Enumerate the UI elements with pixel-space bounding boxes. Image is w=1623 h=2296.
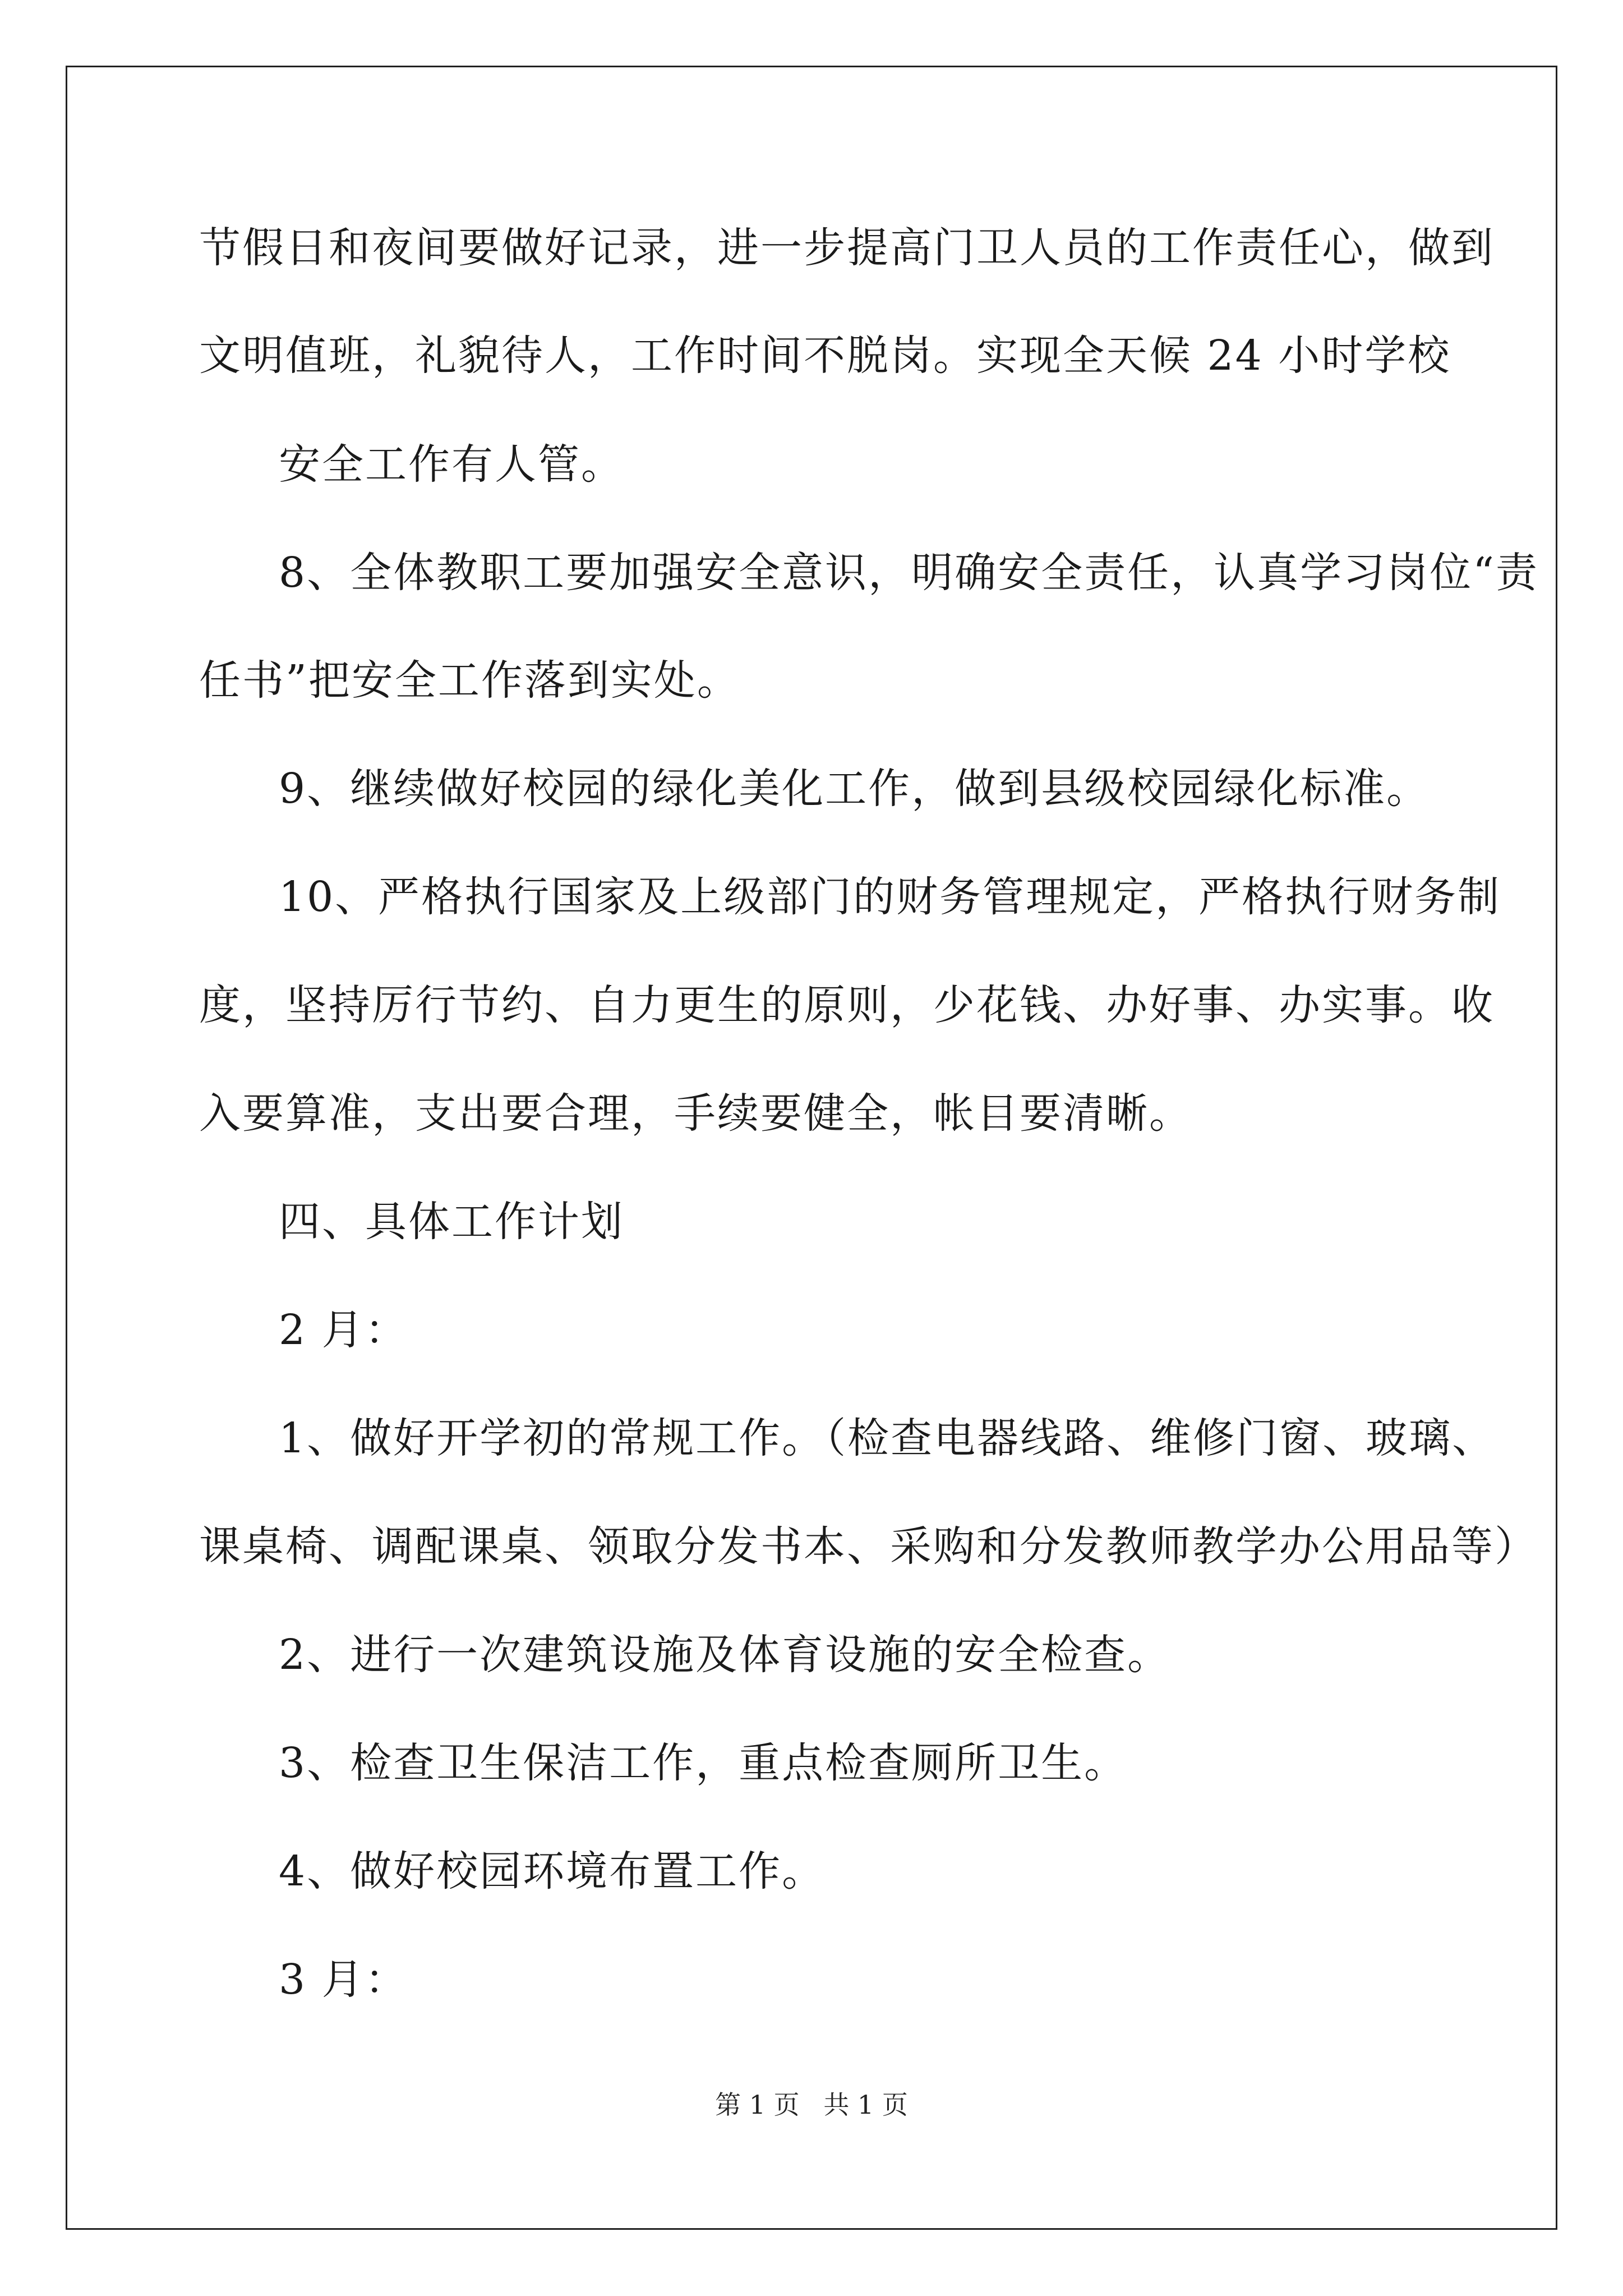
paragraph-line: 4、做好校园环境布置工作。 — [279, 1847, 826, 1895]
month-heading: 2 月： — [279, 1306, 408, 1354]
paragraph-line: 入要算准，支出要合理，手续要健全，帐目要清晰。 — [199, 1089, 1192, 1138]
paragraph-line: 2、进行一次建筑设施及体育设施的安全检查。 — [279, 1631, 1171, 1679]
paragraph-line: 1、做好开学初的常规工作。（检查电器线路、维修门窗、玻璃、 — [279, 1414, 1496, 1462]
paragraph-line: 安全工作有人管。 — [279, 440, 624, 489]
paragraph-line: 8、全体教职工要加强安全意识，明确安全责任，认真学习岗位“责 — [279, 549, 1539, 597]
paragraph-line: 节假日和夜间要做好记录，进一步提高门卫人员的工作责任心，做到 — [199, 224, 1495, 272]
page-number-total: 共 1 页 — [823, 2090, 908, 2120]
paragraph-line: 度，坚持厉行节约、自力更生的原则，少花钱、办好事、办实事。收 — [199, 981, 1495, 1029]
paragraph-line: 10、严格执行国家及上级部门的财务管理规定，严格执行财务制 — [279, 873, 1501, 921]
paragraph-line: 任书”把安全工作落到实处。 — [199, 656, 740, 705]
page-border — [66, 66, 1557, 2230]
section-heading: 四、具体工作计划 — [279, 1198, 624, 1246]
paragraph-line: 3、检查卫生保洁工作，重点检查厕所卫生。 — [279, 1739, 1128, 1787]
month-heading: 3 月： — [279, 1955, 408, 2004]
paragraph-line: 9、继续做好校园的绿化美化工作，做到县级校园绿化标准。 — [279, 765, 1430, 813]
page-footer — [0, 2088, 1623, 2122]
page-number-current: 第 1 页 — [715, 2090, 800, 2120]
paragraph-line: 课桌椅、调配课桌、领取分发书本、采购和分发教师教学办公用品等） — [199, 1522, 1538, 1571]
paragraph-line: 文明值班，礼貌待人，工作时间不脱岗。实现全天候 24 小时学校 — [199, 332, 1451, 380]
